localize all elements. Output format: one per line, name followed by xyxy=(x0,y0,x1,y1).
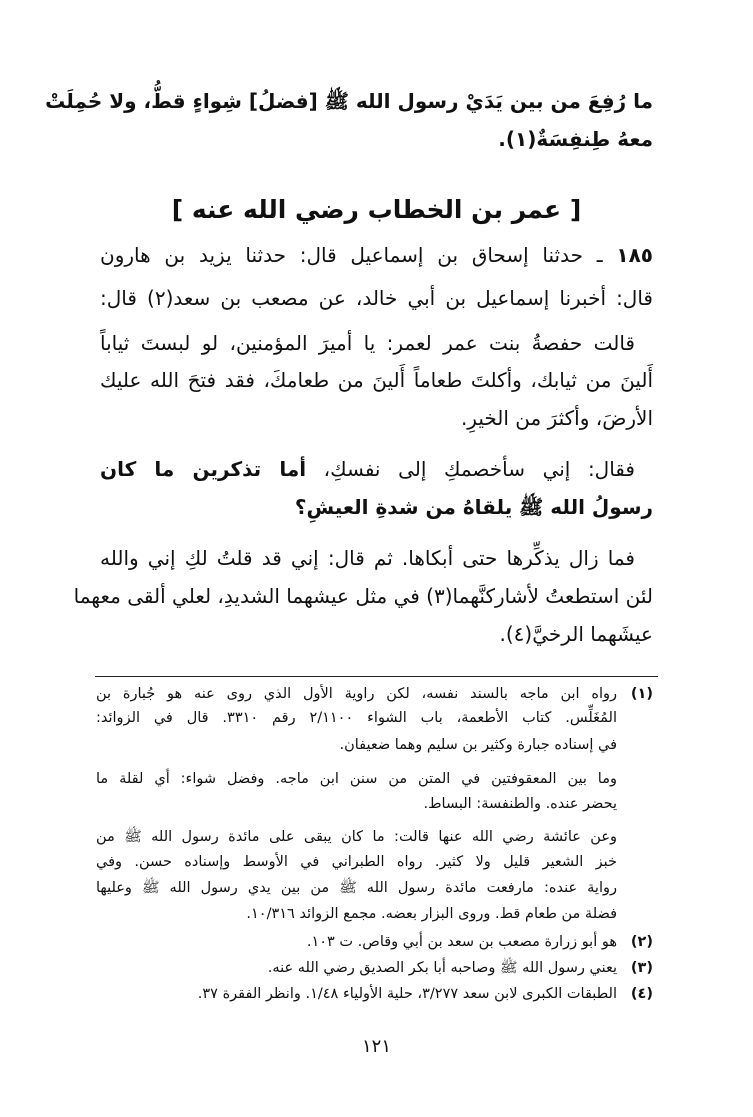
hadith-line: قال: أخبرنا إسماعيل بن أبي خالد، عن مصعب بن سعد(٢) قال: xyxy=(100,286,653,310)
hadith-text-bold: أما تذكرين ما كان xyxy=(100,457,307,481)
footnote-mark: (٢) xyxy=(630,934,653,950)
footnote-line: يعني رسول الله ﷺ وصاحبه أبا بكر الصديق رضي الله عنه. xyxy=(267,960,617,976)
footnote-mark: (٣) xyxy=(630,960,653,976)
footnote-3 xyxy=(96,956,653,980)
footnote-1-line xyxy=(96,902,653,926)
footnote-line: رواه ابن ماجه بالسند نفسه، لكن راوية الأول الذي روى عنه هو جُبارة بن xyxy=(96,686,617,702)
hadith-line: فما زال يذكِّرها حتى أبكاها. ثم قال: إني قد قلتُ لكِ إني والله xyxy=(100,546,635,570)
footnote-line: رواية عنده: مارفعت مائدة رسول الله ﷺ من بين يدي رسول الله ﷺ وعليها xyxy=(96,880,617,896)
footnote-1-line xyxy=(96,792,653,816)
footnote-1-line xyxy=(96,733,653,757)
footnote-line: وعن عائشة رضي الله عنها قالت: ما كان يبقى على مائدة رسول الله ﷺ من xyxy=(96,829,617,845)
hadith-number: ١٨٥ xyxy=(616,243,653,267)
hadith-line: الأرضَ، وأكثرَ من الخيرِ. xyxy=(460,406,653,430)
footnote-divider xyxy=(95,676,658,677)
footnote-mark: (١) xyxy=(630,686,653,702)
hadith-text: ـ حدثنا إسحاق بن إسماعيل قال: حدثنا يزيد بن هارون xyxy=(100,243,617,267)
body-line: ما رُفِعَ من بين يَدَيْ رسول الله ﷺ [فضلُ] شِواءٍ قطُّ، ولا حُمِلَتْ xyxy=(45,89,653,113)
hadith-line xyxy=(100,452,635,486)
footnote-1-line xyxy=(96,767,653,791)
footnote-line: في إسناده جبارة وكثير بن سليم وهما ضعيفان. xyxy=(339,737,617,753)
footnote-1-line xyxy=(96,706,653,730)
footnote-1 xyxy=(96,682,653,706)
body-line: معهُ طِنفِسَةٌ(١). xyxy=(498,127,653,151)
hadith-line xyxy=(100,238,653,272)
footnote-1-line xyxy=(96,876,653,900)
footnote-mark: (٤) xyxy=(630,986,653,1002)
footnote-line: هو أبو زرارة مصعب بن سعد بن أبي وقاص. ت ١٠٣. xyxy=(306,934,617,950)
footnote-line: فضلة من طعام قط. وروى البزار بعضه. مجمع الزوائد ١٠/٣١٦. xyxy=(246,906,617,922)
footnote-line: يحضر عنده. والطنفسة: البساط. xyxy=(423,796,617,812)
footnote-line: وما بين المعقوفتين في المتن من سنن ابن ماجه. وفضل شواء: أي لقلة ما xyxy=(96,771,617,787)
hadith-line: رسولُ الله ﷺ يلقاهُ من شدةِ العيشِ؟ xyxy=(294,495,653,519)
footnote-4 xyxy=(96,982,653,1006)
footnote-line: الطبقات الكبرى لابن سعد ٣/٢٧٧، حلية الأولياء ١/٤٨. وانظر الفقرة ٣٧. xyxy=(197,986,617,1002)
hadith-text: فقال: إني سأخصمكِ إلى نفسكِ، xyxy=(306,457,635,481)
footnote-1-line xyxy=(96,850,653,874)
footnote-1-line xyxy=(96,825,653,849)
hadith-line: أَلينَ من ثيابك، وأكلتَ طعاماً أَلينَ من طعامكَ، فقد فتحَ الله عليك xyxy=(100,368,653,392)
footnote-line: خبز الشعير قليل ولا كثير. رواه الطبراني في الأوسط وإسناده حسن. وفي xyxy=(96,854,617,870)
hadith-line: قالت حفصةُ بنت عمر لعمر: يا أميرَ المؤمنين، لو لبستَ ثياباً xyxy=(100,331,635,355)
hadith-line: عيشَهما الرخيَّ(٤). xyxy=(499,622,653,646)
page-number: ١٢١ xyxy=(361,1036,391,1057)
section-title: [ عمر بن الخطاب رضي الله عنه ] xyxy=(171,195,582,224)
footnote-2 xyxy=(96,930,653,954)
footnote-line: المُغَلِّس. كتاب الأطعمة، باب الشواء ٢/١١٠٠ رقم ٣٣١٠. قال في الزوائد: xyxy=(96,710,617,726)
hadith-line: لئن استطعتُ لأشاركنَّهما(٣) في مثل عيشهما الشديدِ، لعلي ألقى معهما xyxy=(73,584,653,608)
